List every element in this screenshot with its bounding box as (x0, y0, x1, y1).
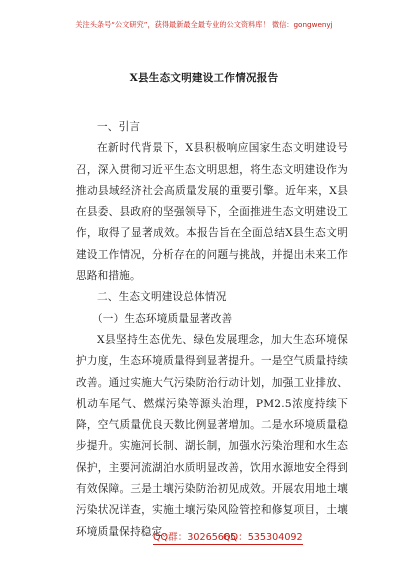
promo-banner: 关注头条号“公文研究”，获得最新最全最专业的公文资料库！ 微信：gongwenyj (75, 20, 333, 29)
environment-paragraph: X县坚持生态优先、绿色发展理念，加大生态环境保护力度，生态环境质量得到显著提升。一是空气质量持续改善。通过实施大气污染防治行动计划，加强工业排放、机动车尾气、燃煤污染等源头治理，PM2.5浓度持续下降，空气质量优良天数比例显著增加。二是水环境质量稳步提升。实施河长制、湖长制，加强水污染治理和水生态保护，主要河流湖泊水质明显改善，饮用水源地安全得到有效保障。三是土壤污染防治初见成效。开展农用地土壤污染状况详查，实施土壤污染风险管控和修复项目，土壤环境质量保持稳定。 (76, 333, 348, 538)
qq-group-link[interactable]: QQ群：30265665 (153, 532, 237, 543)
subsection-heading-environment: （一）生态环境质量显著改善 (92, 312, 233, 325)
section-heading-overview: 二、生态文明建设总体情况 (97, 291, 227, 304)
section-heading-intro: 一、引言 (97, 121, 141, 133)
document-body (76, 117, 348, 543)
intro-paragraph: 在新时代背景下，X县积极响应国家生态文明建设号召，深入贯彻习近平生态文明思想，将生态文明建设作为推动县域经济社会高质量发展的重要引擎。近年来，X县在县委、县政府的坚强领导下，全面推进生态文明建设工作，取得了显著成效。本报告旨在全面总结X县生态文明建设工作情况，分析存在的问题与挑战，并提出未来工作思路和措施。 (76, 142, 348, 283)
qq-contact-link[interactable]: QQ：535304092 (223, 532, 303, 543)
document-title: X县生态文明建设工作情况报告 (129, 72, 279, 84)
